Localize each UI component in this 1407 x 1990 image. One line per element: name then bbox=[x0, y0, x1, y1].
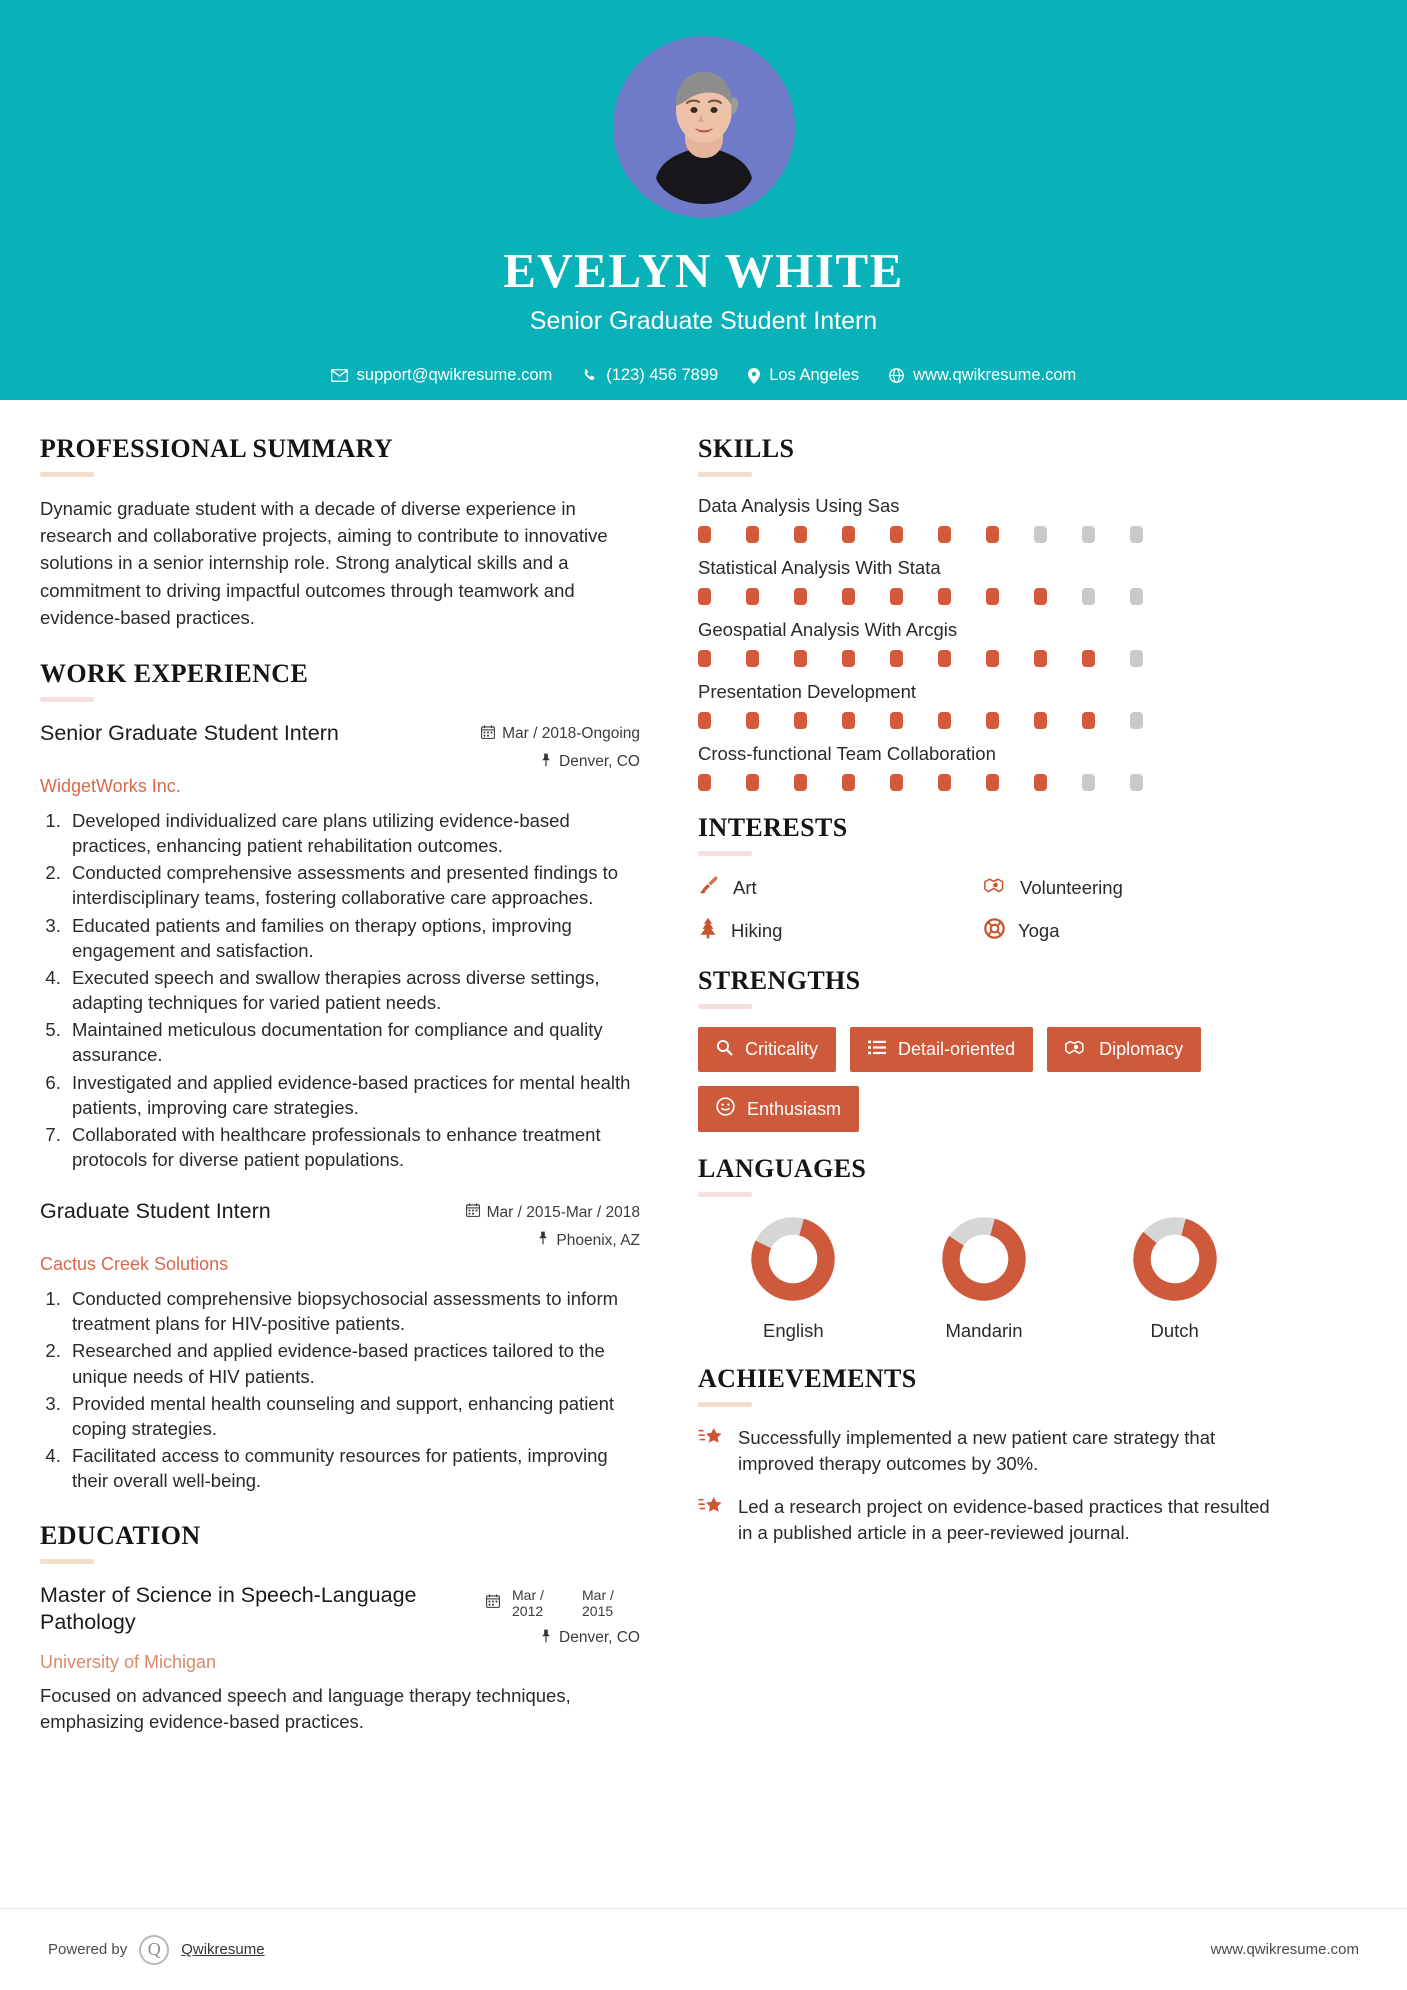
strength-chip-enthusiasm[interactable] bbox=[698, 1086, 859, 1132]
resume-header bbox=[0, 0, 1407, 400]
job-bullet: 2. Researched and applied evidence-based practices tailored to the unique needs of HIV patients. bbox=[66, 1338, 640, 1388]
contact-phone-text: (123) 456 7899 bbox=[606, 366, 719, 384]
skill-dot-filled bbox=[746, 712, 759, 729]
globe-icon bbox=[889, 368, 904, 383]
handshake-icon bbox=[1065, 1038, 1087, 1061]
language-label: Dutch bbox=[1150, 1320, 1199, 1341]
skill-dot-filled bbox=[938, 650, 951, 667]
language-item bbox=[889, 1215, 1080, 1342]
strength-chip-criticality[interactable] bbox=[698, 1027, 836, 1072]
job-bullets bbox=[40, 1286, 640, 1493]
languages-title: LANGUAGES bbox=[698, 1154, 867, 1183]
skill-dot-filled bbox=[794, 650, 807, 667]
contact-row bbox=[0, 366, 1407, 385]
education-location: Denver, CO bbox=[559, 1629, 640, 1647]
page-footer bbox=[0, 1908, 1407, 1990]
pin-icon bbox=[537, 1231, 549, 1250]
contact-location[interactable] bbox=[748, 366, 859, 385]
summary-title: PROFESSIONAL SUMMARY bbox=[40, 434, 394, 463]
contact-email[interactable] bbox=[331, 366, 553, 385]
job-bullet: 1. Conducted comprehensive biopsychosocial assessments to inform treatment plans for HIV-positive patients. bbox=[66, 1286, 640, 1336]
skills-rule bbox=[698, 472, 752, 477]
job-company: Cactus Creek Solutions bbox=[40, 1254, 229, 1275]
phone-icon bbox=[582, 368, 597, 383]
skill-label: Geospatial Analysis With Arcgis bbox=[698, 619, 958, 640]
strengths-list bbox=[698, 1027, 1270, 1132]
skill-dot-empty bbox=[1130, 526, 1143, 543]
job-location: Denver, CO bbox=[559, 753, 640, 771]
skill-dot-empty bbox=[1082, 774, 1095, 791]
achievement-item bbox=[698, 1494, 1270, 1545]
skill-item bbox=[698, 681, 1270, 729]
job-date: Mar / 2015-Mar / 2018 bbox=[486, 1203, 640, 1221]
skill-dot-filled bbox=[890, 774, 903, 791]
calendar-icon bbox=[486, 1594, 500, 1613]
skill-dot-filled bbox=[794, 712, 807, 729]
job-bullets bbox=[40, 808, 640, 1172]
calendar-icon bbox=[466, 1203, 480, 1222]
language-donut-chart bbox=[749, 1215, 837, 1303]
contact-website[interactable] bbox=[889, 366, 1076, 385]
job-bullet: 4. Executed speech and swallow therapies across diverse settings, adapting techniques for varied patient needs. bbox=[66, 965, 640, 1015]
education-meta bbox=[486, 1582, 640, 1647]
strength-chip-detail-oriented[interactable] bbox=[850, 1027, 1033, 1072]
envelope-icon bbox=[331, 369, 348, 382]
job-date: Mar / 2018-Ongoing bbox=[502, 725, 640, 743]
tree-icon bbox=[698, 917, 718, 944]
skill-dot-empty bbox=[1082, 526, 1095, 543]
summary-text: Dynamic graduate student with a decade of diverse experience in research and collaborative projects, aiming to contribute to innovative solutions in a senior internship role. Strong analytical skills and a commitment to driving impactful outcomes through teamwork and evidence-based practices. bbox=[40, 498, 608, 628]
section-achievements bbox=[698, 1364, 1270, 1545]
section-interests bbox=[698, 813, 1270, 944]
achievements-rule bbox=[698, 1402, 752, 1407]
skill-dot-filled bbox=[698, 526, 711, 543]
interest-label: Volunteering bbox=[1020, 876, 1123, 898]
qwikresume-logo-icon: Q bbox=[139, 1935, 169, 1965]
skill-dot-filled bbox=[986, 526, 999, 543]
section-work-experience bbox=[40, 659, 640, 1493]
achievements-title: ACHIEVEMENTS bbox=[698, 1364, 917, 1393]
skill-dot-filled bbox=[746, 650, 759, 667]
section-strengths bbox=[698, 966, 1270, 1132]
skill-dot-filled bbox=[938, 774, 951, 791]
skill-item bbox=[698, 619, 1270, 667]
strength-chip-diplomacy[interactable] bbox=[1047, 1027, 1201, 1072]
skill-dot-filled bbox=[986, 588, 999, 605]
contact-website-text: www.qwikresume.com bbox=[913, 366, 1077, 384]
powered-by-label: Powered by bbox=[48, 1941, 128, 1958]
skill-dot-filled bbox=[890, 526, 903, 543]
section-professional-summary bbox=[40, 434, 640, 631]
education-school: University of Michigan bbox=[40, 1651, 217, 1672]
skill-dot-empty bbox=[1130, 588, 1143, 605]
work-rule bbox=[40, 697, 94, 702]
work-entry bbox=[40, 1198, 640, 1493]
education-date-start: Mar / 2012 bbox=[512, 1587, 544, 1620]
strength-label: Enthusiasm bbox=[747, 1098, 842, 1119]
pin-icon bbox=[540, 753, 552, 772]
strength-label: Diplomacy bbox=[1099, 1039, 1184, 1059]
work-entry bbox=[40, 720, 640, 1172]
interest-label: Yoga bbox=[1018, 919, 1060, 941]
language-item bbox=[698, 1215, 889, 1342]
job-bullet: 4. Facilitated access to community resources for patients, improving their overall well-being. bbox=[66, 1443, 640, 1493]
skill-item bbox=[698, 495, 1270, 543]
skill-dot-filled bbox=[938, 712, 951, 729]
search-icon bbox=[716, 1039, 733, 1061]
skill-item bbox=[698, 557, 1270, 605]
job-meta bbox=[466, 1198, 640, 1250]
education-date-end: Mar / 2015 bbox=[582, 1587, 614, 1620]
job-location: Phoenix, AZ bbox=[556, 1231, 640, 1249]
skill-dot-filled bbox=[842, 712, 855, 729]
interest-label: Hiking bbox=[731, 919, 783, 941]
languages-charts bbox=[698, 1215, 1270, 1342]
skill-label: Presentation Development bbox=[698, 681, 917, 702]
skill-dot-filled bbox=[986, 712, 999, 729]
skill-dot-filled bbox=[890, 712, 903, 729]
skill-dot-filled bbox=[1034, 774, 1047, 791]
contact-location-text: Los Angeles bbox=[769, 366, 860, 384]
interests-title: INTERESTS bbox=[698, 813, 848, 842]
paintbrush-icon bbox=[698, 874, 720, 901]
qwikresume-brand-link[interactable]: Qwikresume bbox=[181, 1941, 265, 1958]
achievement-item bbox=[698, 1425, 1270, 1476]
skill-dot-filled bbox=[938, 588, 951, 605]
skill-dot-filled bbox=[986, 774, 999, 791]
summary-rule bbox=[40, 472, 94, 477]
powered-by-block bbox=[48, 1935, 265, 1965]
skill-rating bbox=[698, 712, 1270, 729]
star-icon bbox=[698, 1425, 724, 1476]
interest-item bbox=[984, 917, 1270, 944]
language-label: English bbox=[762, 1320, 824, 1341]
language-label: Mandarin bbox=[945, 1320, 1023, 1341]
section-skills bbox=[698, 434, 1270, 791]
skill-dot-filled bbox=[698, 774, 711, 791]
skill-rating bbox=[698, 650, 1270, 667]
skill-dot-filled bbox=[986, 650, 999, 667]
job-company: WidgetWorks Inc. bbox=[40, 775, 181, 796]
map-pin-icon bbox=[748, 368, 760, 384]
strengths-rule bbox=[698, 1004, 752, 1009]
achievement-text: Successfully implemented a new patient care strategy that improved therapy outcomes by 30%. bbox=[738, 1427, 1216, 1474]
skill-dot-filled bbox=[746, 588, 759, 605]
skill-dot-filled bbox=[1034, 712, 1047, 729]
list-icon bbox=[868, 1039, 886, 1060]
footer-website[interactable]: www.qwikresume.com bbox=[1210, 1941, 1359, 1958]
skill-dot-empty bbox=[1130, 650, 1143, 667]
skill-label: Cross-functional Team Collaboration bbox=[698, 743, 996, 764]
pin-icon bbox=[540, 1629, 552, 1648]
skill-rating bbox=[698, 774, 1270, 791]
job-bullet: 2. Conducted comprehensive assessments and presented findings to interdisciplinary teams, fostering collaborative care approaches. bbox=[66, 860, 640, 910]
job-bullet: 1. Developed individualized care plans utilizing evidence-based practices, enhancing patient rehabilitation outcomes. bbox=[66, 808, 640, 858]
skill-dot-filled bbox=[1034, 588, 1047, 605]
language-item bbox=[1079, 1215, 1270, 1342]
skill-dot-filled bbox=[890, 650, 903, 667]
skill-dot-filled bbox=[842, 526, 855, 543]
skill-dot-filled bbox=[842, 650, 855, 667]
job-meta bbox=[481, 720, 640, 772]
skill-dot-filled bbox=[1082, 712, 1095, 729]
skill-dot-filled bbox=[1082, 650, 1095, 667]
skill-dot-filled bbox=[746, 526, 759, 543]
skill-dot-filled bbox=[698, 588, 711, 605]
interest-label: Art bbox=[733, 876, 757, 898]
skill-item bbox=[698, 743, 1270, 791]
job-role-subtitle: Senior Graduate Student Intern bbox=[529, 307, 878, 335]
skill-dot-filled bbox=[842, 774, 855, 791]
lifebuoy-icon bbox=[984, 918, 1005, 944]
skill-dot-empty bbox=[1130, 774, 1143, 791]
avatar-photo bbox=[613, 36, 795, 218]
avatar bbox=[613, 36, 795, 218]
education-entry bbox=[40, 1582, 640, 1735]
page-title: EVELYN WHITE bbox=[503, 243, 904, 298]
strength-label: Criticality bbox=[745, 1039, 819, 1059]
contact-email-text: support@qwikresume.com bbox=[356, 366, 553, 384]
skill-rating bbox=[698, 526, 1270, 543]
section-education bbox=[40, 1521, 640, 1735]
section-languages bbox=[698, 1154, 1270, 1342]
strengths-title: STRENGTHS bbox=[698, 966, 861, 995]
skill-dot-empty bbox=[1034, 526, 1047, 543]
skill-dot-empty bbox=[1082, 588, 1095, 605]
skill-dot-filled bbox=[794, 774, 807, 791]
star-icon bbox=[698, 1494, 724, 1545]
job-bullet: 7. Collaborated with healthcare professionals to enhance treatment protocols for diverse patient populations. bbox=[66, 1122, 640, 1172]
interests-rule bbox=[698, 851, 752, 856]
language-donut-chart bbox=[1131, 1215, 1219, 1303]
skill-dot-filled bbox=[842, 588, 855, 605]
education-description: Focused on advanced speech and language therapy techniques, emphasizing evidence-based practices. bbox=[40, 1684, 571, 1732]
strength-label: Detail-oriented bbox=[898, 1039, 1016, 1059]
skill-dot-filled bbox=[938, 526, 951, 543]
skill-dot-filled bbox=[890, 588, 903, 605]
skill-dot-empty bbox=[1130, 712, 1143, 729]
skills-title: SKILLS bbox=[698, 434, 795, 463]
job-title: Graduate Student Intern bbox=[40, 1199, 271, 1224]
interest-item bbox=[698, 917, 984, 944]
job-bullet: 6. Investigated and applied evidence-based practices for mental health patients, improving care strategies. bbox=[66, 1070, 640, 1120]
skill-dot-filled bbox=[698, 650, 711, 667]
interests-grid bbox=[698, 874, 1270, 944]
skills-list bbox=[698, 495, 1270, 791]
contact-phone[interactable] bbox=[582, 366, 718, 385]
right-column bbox=[670, 434, 1270, 1761]
skill-dot-filled bbox=[746, 774, 759, 791]
education-title: EDUCATION bbox=[40, 1521, 201, 1551]
left-column bbox=[40, 434, 640, 1761]
smiley-icon bbox=[716, 1097, 735, 1121]
education-rule bbox=[40, 1559, 94, 1564]
job-bullet: 3. Provided mental health counseling and support, enhancing patient coping strategies. bbox=[66, 1391, 640, 1441]
skill-dot-filled bbox=[698, 712, 711, 729]
skill-dot-filled bbox=[1034, 650, 1047, 667]
skill-label: Statistical Analysis With Stata bbox=[698, 557, 941, 578]
resume-body bbox=[0, 400, 1407, 1761]
interest-item bbox=[698, 874, 984, 901]
work-title: WORK EXPERIENCE bbox=[40, 658, 309, 688]
languages-rule bbox=[698, 1192, 752, 1197]
interest-item bbox=[984, 874, 1270, 901]
skill-dot-filled bbox=[794, 526, 807, 543]
skill-rating bbox=[698, 588, 1270, 605]
job-title: Senior Graduate Student Intern bbox=[40, 720, 339, 745]
skill-label: Data Analysis Using Sas bbox=[698, 495, 900, 516]
skill-dot-filled bbox=[794, 588, 807, 605]
language-donut-chart bbox=[940, 1215, 1028, 1303]
handshake-icon bbox=[984, 875, 1007, 900]
achievement-text: Led a research project on evidence-based practices that resulted in a published article in a peer-reviewed journal. bbox=[738, 1496, 1270, 1543]
degree-title: Master of Science in Speech-Language Pathology bbox=[40, 1583, 417, 1635]
calendar-icon bbox=[481, 725, 495, 744]
job-bullet: 5. Maintained meticulous documentation for compliance and quality assurance. bbox=[66, 1017, 640, 1067]
job-bullet: 3. Educated patients and families on therapy options, improving engagement and satisfaction. bbox=[66, 913, 640, 963]
